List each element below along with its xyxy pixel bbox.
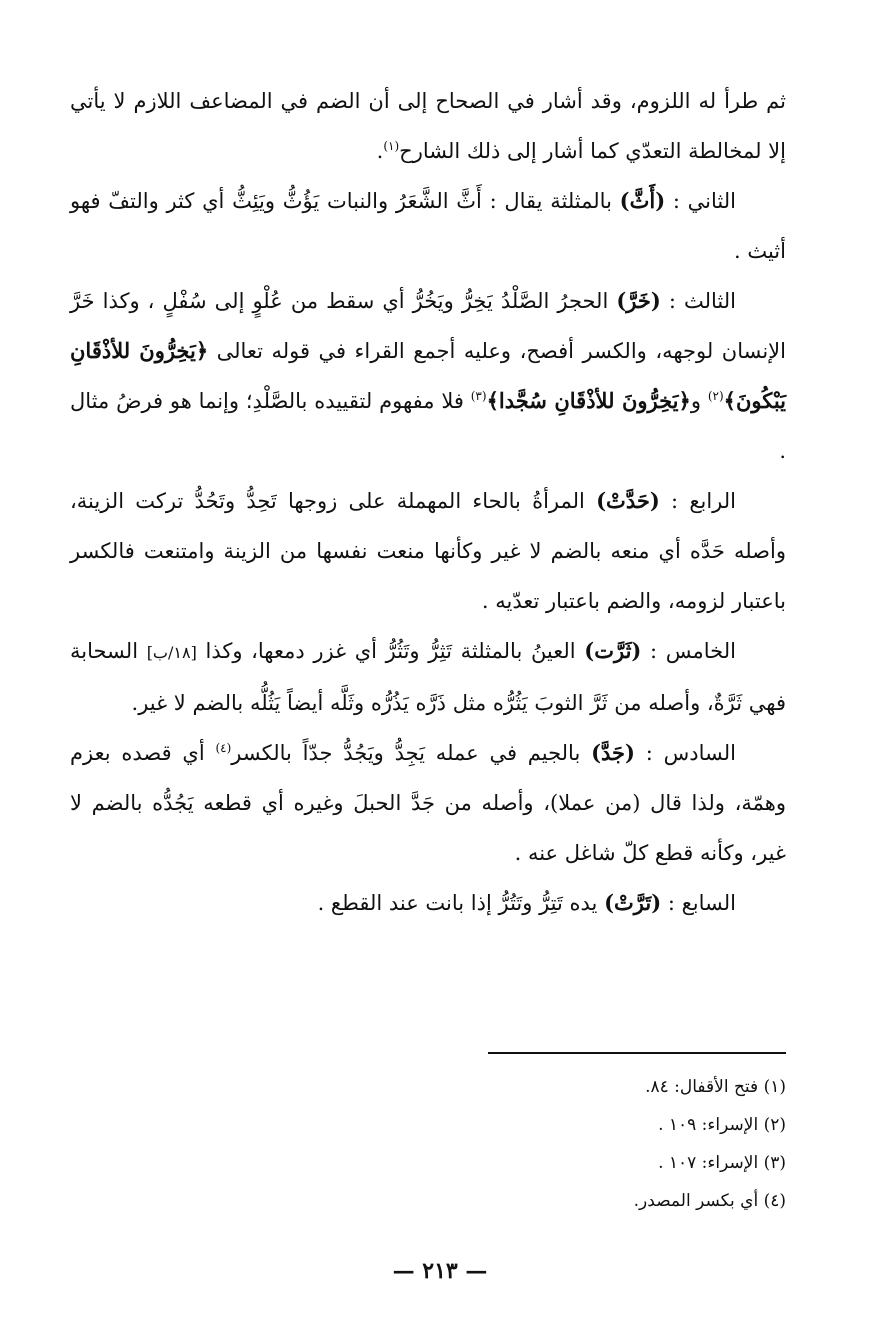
paragraph-third [70,276,786,476]
footnote-ref-3[interactable]: (٣) [470,389,487,403]
paragraph-text: السحابة فهي ثَرَّةٌ، وأصله من ثَرَّ الثوبَ يَثُرُّه مثل ذَرَّه يَذُرُّه وثَلَّه أيضاً يَثُلُّه بالضم لا غير. [70,639,786,715]
page-number: — ٢١٣ — [392,1258,488,1284]
ordinal-label: السابع : [667,891,736,915]
ordinal-label: السادس : [645,741,736,765]
footnote-3: (٣) الإسراء: ١٠٧ . [658,1153,786,1173]
quran-quote-1: ﴿يَخِرُّونَ للأذْقَانِ يَبْكُونَ﴾ [70,338,786,413]
footnote-ref-1[interactable]: (١) [383,139,400,153]
paragraph-fourth [70,476,786,626]
footnote-1: (١) فتح الأقفال: ٨٤. [645,1077,786,1097]
ordinal-label: الخامس : [650,639,736,663]
paragraph-text: أي قصده بعزم وهمّة، ولذا قال (من عملا)، وأصله من جَدَّ الحبلَ وغيره أي قطعه يَجُدُّه بالضم لا غير، وكأنه قطع كلّ شاغل عنه . [70,741,786,865]
paragraph-sixth [70,728,786,878]
paragraph-fifth [70,626,786,728]
headword: (خَرَّ) [616,288,661,313]
paragraph-second [70,176,786,276]
headword: (جَدَّ) [591,740,635,765]
headword: (حَدَّتْ) [596,488,660,513]
ordinal-label: الثاني : [672,189,736,213]
footnote-4: (٤) أي بكسر المصدر. [633,1191,786,1211]
quran-quote-2: ﴿يَخِرُّونَ للأذْقَانِ سُجَّدا﴾ [486,388,691,413]
headword: (تَرَّتْ) [604,890,662,915]
sentence-end: . [376,139,384,163]
paragraph-text: بالمثلثة يقال : أَثَّ الشَّعَرُ والنبات يَؤُثُّ ويَئِثُّ أي كثر والتفّ فهو أثيث . [70,189,786,263]
footnote-2: (٢) الإسراء: ١٠٩ . [658,1115,786,1135]
paragraph-seventh [70,878,786,928]
manuscript-folio-marker: [١٨/ب] [146,643,197,662]
paragraph-text: فلا مفهوم لتقييده بالصَّلْدِ؛ وإنما هو فرضُ مثال . [70,389,786,463]
main-text [70,76,786,928]
paragraph-text: يده تَتِرُّ وتَتُرُّ إذا بانت عند القطع . [317,891,598,915]
footnote-ref-2[interactable]: (٢) [707,389,724,403]
conjunction: و [690,389,701,413]
paragraph-text: العينُ بالمثلثة تَثِرُّ وتَثُرُّ أي غزر دمعها، وكذا [205,639,576,663]
paragraph-text: الحجرُ الصَّلْدُ يَخِرُّ ويَخُرُّ أي سقط من عُلْوٍ إلى سُفْلٍ ، وكذا خَرَّ الإنسان لوجهه، والكسر أفصح، وعليه أجمع القراء في قوله تعالى [70,289,786,363]
paragraph-intro [70,76,786,176]
footnote-separator [488,1052,786,1054]
ordinal-label: الرابع : [671,489,736,513]
paragraph-text: ثم طرأ له اللزوم، وقد أشار في الصحاح إلى أن الضم في المضاعف اللازم لا يأتي إلا لمخالطة التعدّي كما أشار إلى ذلك الشارح [70,89,786,163]
paragraph-text: المرأةُ بالحاء المهملة على زوجها تَحِدُّ وتَحُدُّ تركت الزينة، وأصله حَدَّه أي منعه بالضم لا غير وكأنها منعت نفسها من الزينة وامتنعت فالكسر باعتبار لزومه، والضم باعتبار تعدّيه . [70,489,786,613]
footnote-ref-4[interactable]: (٤) [215,741,232,755]
paragraph-text: بالجيم في عمله يَجِدُّ ويَجُدُّ جدّاً بالكسر [231,741,581,765]
footnotes [470,1068,786,1220]
ordinal-label: الثالث : [668,289,736,313]
headword: (ثَرَّت) [584,638,642,663]
headword: (أَثَّ) [619,188,666,213]
